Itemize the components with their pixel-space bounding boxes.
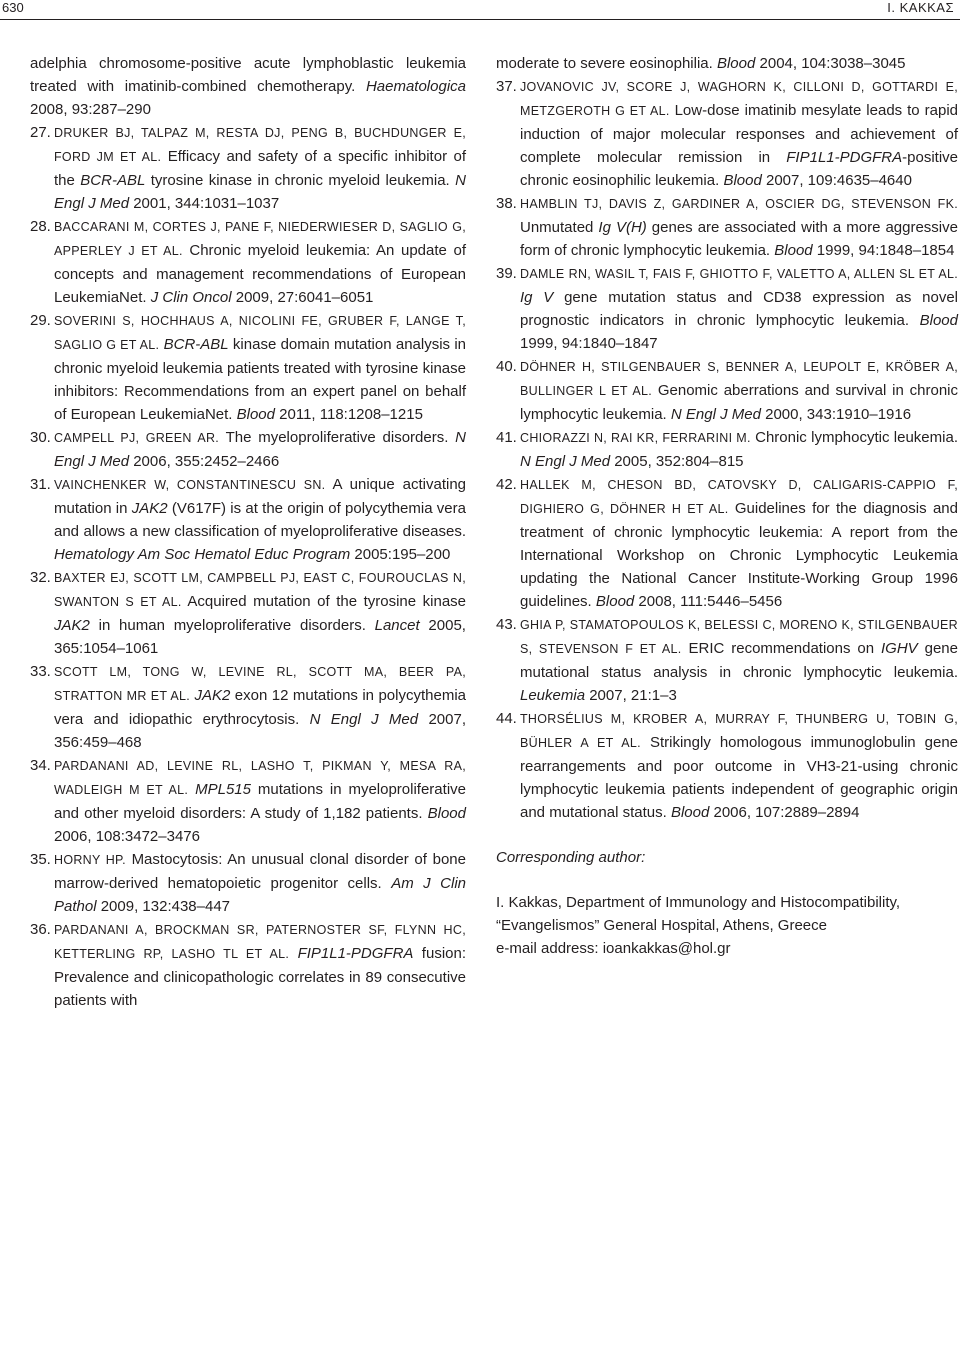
reference-item [30,309,466,426]
reference-authors: DÖHNER H, STILGENBAUER S, BENNER A, LEUPOLT E, KRÖBER A, BULLINGER L ET AL. [520,360,958,398]
reference-authors: CHIORAZZI N, RAI KR, FERRARINI M. [520,431,751,445]
reference-number: 29. [30,312,51,329]
reference-text: 2005, 352:804–815 [610,453,744,470]
reference-text: Low-dose imatinib mesylate leads to rapid induction of major molecular responses and achievement of complete molecular remission in [520,102,958,166]
reference-text: 1999, 94:1840–1847 [520,335,658,352]
reference-italic: Blood [919,312,958,329]
reference-item [496,473,958,613]
reference-text: (V617F) is at the origin of polycythemia vera and allows a new classification of myeloproliferative diseases. [54,500,466,540]
reference-text: 2007, 356:459–468 [54,711,466,751]
running-title: I. KAKKAΣ [887,0,954,15]
reference-italic: FIP1L1-PDGFRA [786,149,903,166]
reference-authors: PARDANANI A, BROCKMAN SR, PATERNOSTER SF, FLYNN HC, KETTERLING RP, LASHO TL ET AL. [54,923,466,961]
corresponding-author-block [496,846,958,960]
reference-italic: Hematology Am Soc Hematol Educ Program [54,546,351,563]
reference-italic: BCR-ABL [80,172,146,189]
reference-item [30,566,466,660]
reference-number: 40. [496,358,517,375]
reference-number: 27. [30,124,51,141]
reference-italic: N Engl J Med [54,172,466,212]
reference-text: Chronic lymphocytic leukemia. [750,429,958,446]
references-left-column [30,52,466,1012]
page-header [0,0,960,22]
reference-italic: Lancet [374,617,420,634]
reference-number: 35. [30,851,51,868]
reference-item [496,613,958,707]
reference-item [496,262,958,355]
reference-italic: Blood [723,172,762,189]
reference-number: 42. [496,476,517,493]
reference-text: The myeloproliferative disorders. [219,429,456,446]
reference-italic: J Clin Oncol [150,289,232,306]
reference-text: 2006, 107:2889–2894 [709,804,860,821]
reference-item [30,121,466,215]
reference-number: 30. [30,429,51,446]
reference-item [30,918,466,1012]
reference-item [496,426,958,473]
reference-italic: JAK2 [131,500,168,517]
reference-item [30,754,466,848]
reference-authors: DAMLE RN, WASIL T, FAIS F, GHIOTTO F, VALETTO A, ALLEN SL ET AL. [520,267,958,281]
corresponding-author-affiliation: I. Kakkas, Department of Immunology and Histocompatibility, “Evangelismos” General Hospital, Athens, Greece [496,894,901,934]
references-right-list [496,52,958,824]
reference-text: moderate to severe eosinophilia. [496,55,717,72]
reference-authors: SOVERINI S, HOCHHAUS A, NICOLINI FE, GRUBER F, LANGE T, SAGLIO G ET AL. [54,314,466,352]
reference-text: Chronic myeloid leukemia: An update of concepts and management recommendations of European LeukemiaNet. [54,242,466,306]
reference-text: Unmutated [520,219,599,236]
reference-number: 28. [30,218,51,235]
reference-italic: N Engl J Med [520,453,611,470]
references-right-column [496,52,958,960]
reference-italic: N Engl J Med [54,429,467,470]
reference-text: 2001, 344:1031–1037 [129,195,280,212]
reference-italic: IGHV [881,640,918,657]
reference-text: 2009, 132:438–447 [96,898,231,915]
reference-italic: N Engl J Med [309,711,419,728]
reference-authors: PARDANANI AD, LEVINE RL, LASHO T, PIKMAN Y, MESA RA, WADLEIGH M ET AL. [54,759,466,797]
reference-authors: BACCARANI M, CORTES J, PANE F, NIEDERWIESER D, SAGLIO G, APPERLEY J ET AL. [54,220,466,258]
reference-number: 43. [496,616,517,633]
reference-text: -positive chronic eosinophilic leukemia. [520,149,958,189]
reference-italic: Am J Clin Pathol [54,875,466,915]
reference-text: mutations in myeloproliferative and other myeloid disorders: A study of 1,182 patients. [54,781,466,822]
reference-authors: HAMBLIN TJ, DAVIS Z, GARDINER A, OSCIER DG, STEVENSON FK. [520,197,958,211]
reference-authors: CAMPELL PJ, GREEN AR. [54,431,220,445]
reference-text: 1999, 94:1848–1854 [812,242,955,259]
reference-item [496,707,958,824]
reference-italic: Blood [595,593,635,610]
reference-number: 39. [496,265,517,282]
reference-authors: THORSÉLIUS M, KROBER A, MURRAY F, THUNBERG U, TOBIN G, BÜHLER A ET AL. [520,712,958,750]
reference-authors: GHIA P, STAMATOPOULOS K, BELESSI C, MORENO K, STILGENBAUER S, STEVENSON F ET AL. [520,618,958,656]
reference-italic: FIP1L1-PDGFRA [297,945,414,962]
reference-italic: JAK2 [54,617,90,634]
reference-number: 34. [30,757,51,774]
reference-italic: Blood [774,242,813,259]
reference-text: gene mutational status analysis in chronic lymphocytic leukemia. [520,640,958,681]
reference-number: 32. [30,569,51,586]
reference-continuation [496,52,958,75]
reference-text: fusion: Prevalence and clinicopathologic correlates in 89 consecutive patients with [54,945,467,1009]
reference-authors: HORNY HP. [54,853,126,867]
reference-text: A unique activating mutation in [54,476,467,517]
reference-continuation [30,52,466,121]
reference-italic: Blood [670,804,710,821]
reference-authors: JOVANOVIC JV, SCORE J, WAGHORN K, CILLONI D, GOTTARDI E, METZGEROTH G ET AL. [520,80,958,118]
reference-text: Genomic aberrations and survival in chronic lymphocytic leukemia. [520,382,958,423]
reference-number: 33. [30,663,51,680]
reference-text: kinase domain mutation analysis in chronic myeloid leukemia patients treated with tyrosine kinase inhibitors: Recommendations from an expert panel on behalf of European LeukemiaNet. [54,336,466,423]
reference-italic: JAK2 [194,687,231,704]
reference-item [496,192,958,262]
reference-authors: SCOTT LM, TONG W, LEVINE RL, SCOTT MA, BEER PA, STRATTON MR ET AL. [54,665,466,703]
reference-number: 37. [496,78,517,95]
reference-item [30,473,466,566]
reference-number: 41. [496,429,517,446]
reference-text: Strikingly homologous immunoglobulin gene rearrangements and poor outcome in VH3-21-using chronic lymphocytic leukemia patients independent of geographic origin and mutational status. [520,734,959,821]
reference-item [30,848,466,918]
reference-text: 2006, 108:3472–3476 [54,828,200,845]
corresponding-author-email: e-mail address: ioankakkas@hol.gr [496,940,731,957]
reference-number: 38. [496,195,517,212]
reference-text: 2008, 93:287–290 [30,101,151,118]
reference-italic: Haematologica [365,78,466,95]
reference-number: 44. [496,710,517,727]
reference-item [30,426,466,473]
reference-text: 2004, 104:3038–3045 [755,55,906,72]
reference-text: genes are associated with a more aggressive form of chronic lymphocytic leukemia. [520,219,958,259]
reference-text: 2008, 111:5446–5456 [634,593,783,610]
reference-text: Acquired mutation of the tyrosine kinase [181,593,467,610]
reference-text: 2006, 355:2452–2466 [129,453,280,470]
reference-text: ERIC recommendations on [681,640,882,657]
reference-italic: Ig V(H) [598,219,647,236]
reference-text: 2007, 109:4635–4640 [761,172,912,189]
reference-italic: Leukemia [520,687,586,704]
reference-number: 36. [30,921,51,938]
reference-text: Guidelines for the diagnosis and treatment of chronic lymphocytic leukemia: A report from the International Workshop on Chronic Lymphocytic Leukemia updating the National Cancer Institute-Working Group 1996 guidelines. [520,500,958,610]
reference-authors: HALLEK M, CHESON BD, CATOVSKY D, CALIGARIS-CAPPIO F, DIGHIERO G, DÖHNER H ET AL. [520,478,958,516]
reference-italic: Ig V [520,289,554,306]
reference-authors: BAXTER EJ, SCOTT LM, CAMPBELL PJ, EAST C, FOUROUCLAS N, SWANTON S ET AL. [54,571,466,609]
reference-text: tyrosine kinase in chronic myeloid leukemia. [145,172,456,189]
reference-italic: N Engl J Med [670,406,761,423]
reference-number: 31. [30,476,51,493]
reference-item [30,660,466,754]
reference-italic: Blood [236,406,275,423]
header-rule [0,19,960,20]
reference-item [496,355,958,426]
reference-text: 2005, 365:1054–1061 [54,617,466,657]
reference-item [496,75,958,192]
reference-text: 2000, 343:1910–1916 [760,406,912,423]
reference-text: in human myeloproliferative disorders. [89,617,375,634]
page-number: 630 [2,0,24,15]
corresponding-author-label: Corresponding author: [496,849,646,866]
reference-text: Mastocytosis: An unusual clonal disorder of bone marrow-derived hematopoietic progenitor cells. [54,851,466,892]
reference-text: 2011, 118:1208–1215 [275,406,423,423]
reference-italic: BCR-ABL [163,336,229,353]
reference-text: 2005:195–200 [350,546,451,563]
reference-italic: Blood [427,805,466,822]
reference-italic: MPL515 [195,781,251,798]
reference-text: adelphia chromosome-positive acute lymphoblastic leukemia treated with imatinib-combined chemotherapy. [30,55,466,95]
reference-italic: Blood [716,55,756,72]
reference-text: gene mutation status and CD38 expression as novel prognostic indicators in chronic lymphocytic leukemia. [520,289,958,329]
reference-item [30,215,466,309]
reference-text: exon 12 mutations in polycythemia vera and idiopathic erythrocytosis. [54,687,466,728]
reference-authors: VAINCHENKER W, CONSTANTINESCU SN. [54,478,326,492]
reference-text: Efficacy and safety of a specific inhibitor of the [54,148,467,189]
reference-authors: DRUKER BJ, TALPAZ M, RESTA DJ, PENG B, BUCHDUNGER E, FORD JM ET AL. [54,126,466,164]
reference-text: 2007, 21:1–3 [585,687,677,704]
reference-text: 2009, 27:6041–6051 [231,289,374,306]
reference-text [289,945,297,962]
